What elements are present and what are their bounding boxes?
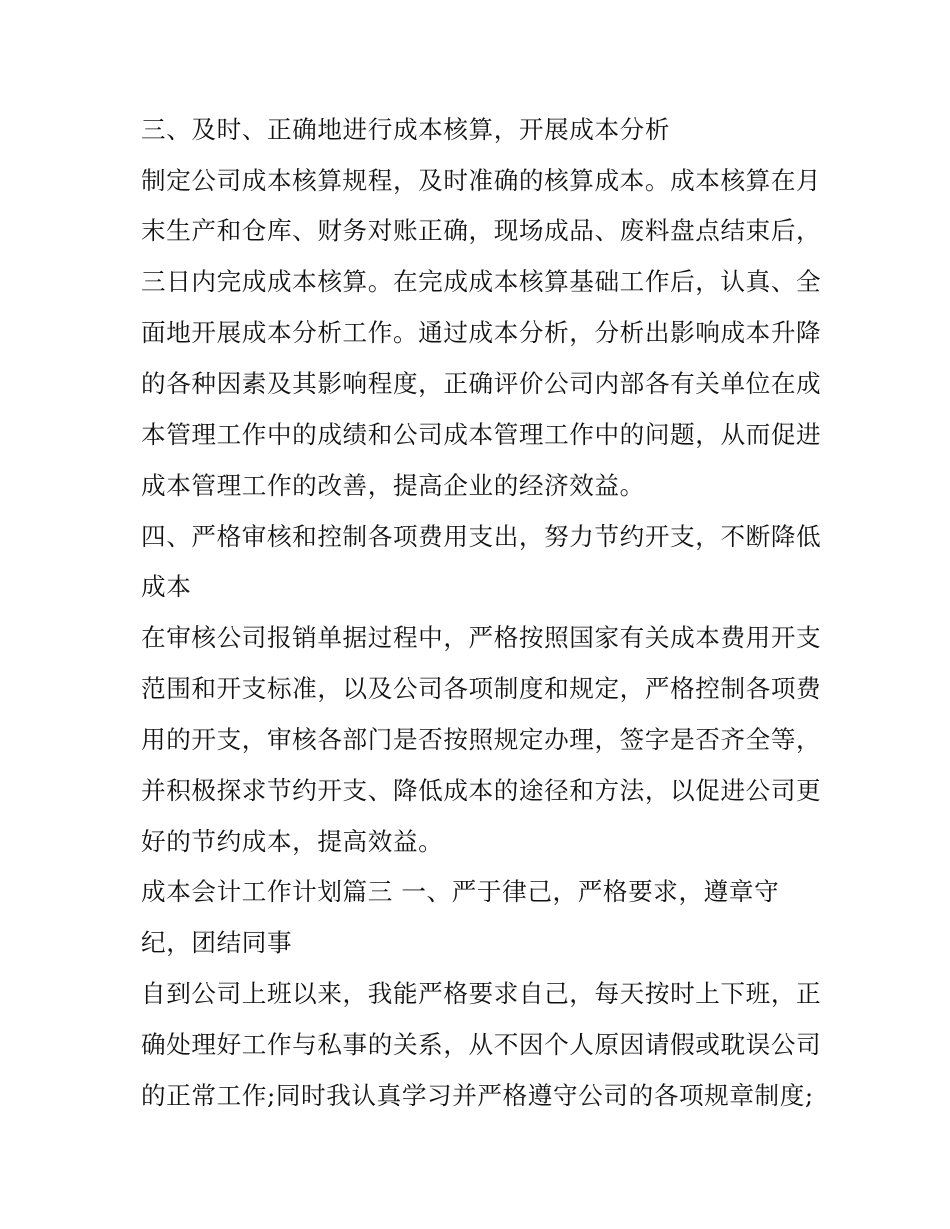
paragraph-line: 的各种因素及其影响程度，正确评价公司内部各有关单位在成 — [141, 369, 822, 398]
heading-section-4: 四、严格审核和控制各项费用支出，努力节约开支，不断降低 — [141, 522, 822, 551]
paragraph-line: 末生产和仓库、财务对账正确，现场成品、废料盘点结束后， — [141, 216, 822, 245]
paragraph-line: 自到公司上班以来，我能严格要求自己，每天按时上下班，正 — [141, 979, 822, 1008]
paragraph-line: 好的节约成本，提高效益。 — [141, 827, 444, 856]
heading-section-4-cont: 成本 — [141, 572, 192, 601]
paragraph-line: 范围和开支标准，以及公司各项制度和规定，严格控制各项费 — [141, 674, 822, 703]
heading-part-3: 成本会计工作计划篇三 一、严于律己，严格要求，遵章守 — [141, 877, 780, 906]
paragraph-line: 制定公司成本核算规程，及时准确的核算成本。成本核算在月 — [141, 166, 822, 195]
heading-part-3-cont: 纪，团结同事 — [141, 928, 293, 957]
paragraph-line: 并积极探求节约开支、降低成本的途径和方法，以促进公司更 — [141, 776, 822, 805]
paragraph-line: 本管理工作中的成绩和公司成本管理工作中的问题，从而促进 — [141, 420, 822, 449]
heading-section-3: 三、及时、正确地进行成本核算，开展成本分析 — [141, 115, 671, 144]
paragraph-line: 确处理好工作与私事的关系，从不因个人原因请假或耽误公司 — [141, 1030, 822, 1059]
paragraph-line: 的正常工作;同时我认真学习并严格遵守公司的各项规章制度; — [141, 1081, 814, 1110]
paragraph-line: 在审核公司报销单据过程中，严格按照国家有关成本费用开支 — [141, 623, 822, 652]
paragraph-line: 面地开展成本分析工作。通过成本分析，分析出影响成本升降 — [141, 318, 822, 347]
paragraph-line: 三日内完成成本核算。在完成成本核算基础工作后，认真、全 — [141, 267, 822, 296]
paragraph-line: 成本管理工作的改善，提高企业的经济效益。 — [141, 471, 645, 500]
paragraph-line: 用的开支，审核各部门是否按照规定办理，签字是否齐全等， — [141, 725, 822, 754]
